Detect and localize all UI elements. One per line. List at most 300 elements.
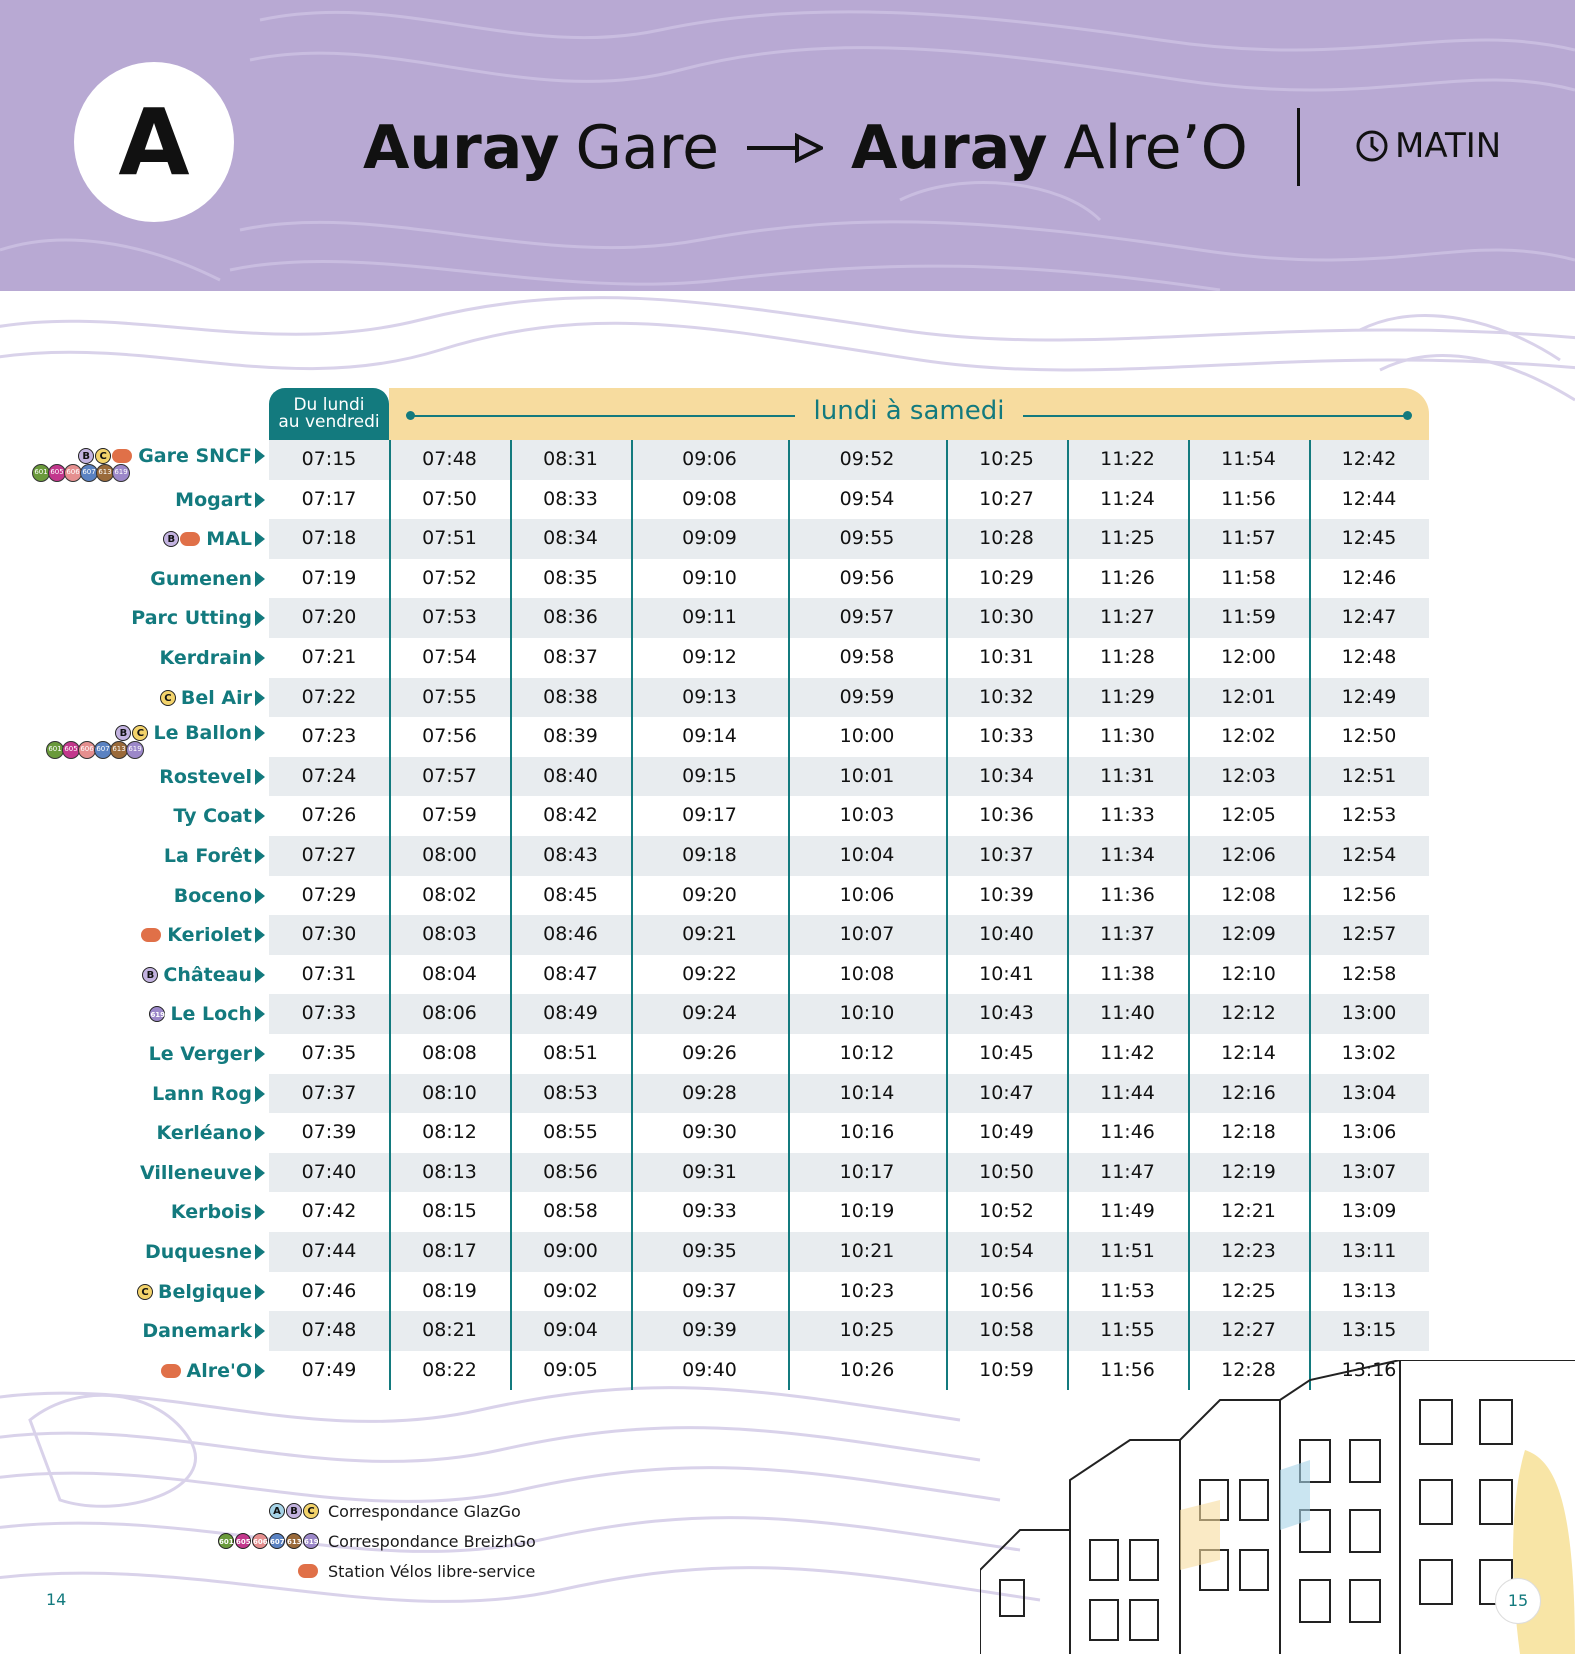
departure-time: 09:52 (839, 448, 895, 470)
departure-time: 12:01 (1221, 685, 1276, 708)
stop-name-row (146, 559, 265, 599)
departure-time: 07:31 (301, 962, 357, 985)
departure-time: 09:56 (839, 566, 895, 589)
departure-time: 12:16 (1221, 1081, 1276, 1104)
glazgo-line-icon: B (163, 531, 179, 547)
departure-time: 09:57 (839, 606, 895, 629)
timetable-row (269, 876, 1429, 916)
departure-time: 11:26 (1100, 566, 1155, 589)
departure-time: 10:26 (839, 1358, 895, 1381)
glazgo-line-icon: B (142, 967, 158, 983)
column-separator (946, 440, 948, 1390)
stop-name-row (170, 876, 265, 916)
stop-marker-icon (255, 1165, 265, 1181)
stop-name-row (167, 1192, 265, 1232)
line-letter: A (118, 88, 190, 196)
departure-time: 09:20 (682, 883, 737, 906)
departure-time: 08:38 (543, 685, 598, 708)
departure-time: 09:10 (682, 566, 737, 589)
clock-icon (1355, 129, 1389, 163)
departure-time: 10:25 (979, 448, 1034, 470)
departure-time: 10:33 (979, 725, 1034, 748)
departure-time: 11:29 (1100, 685, 1155, 708)
departure-time: 08:37 (543, 646, 598, 668)
departure-time: 10:37 (979, 844, 1034, 866)
timetable-row (269, 1232, 1429, 1272)
column-separator (510, 440, 512, 1390)
departure-time: 12:45 (1341, 527, 1397, 550)
stop-name-row (156, 638, 265, 678)
departure-time: 10:45 (979, 1042, 1034, 1064)
departure-time: 12:57 (1341, 923, 1397, 946)
column-separator (389, 440, 391, 1390)
departure-time: 12:44 (1341, 487, 1397, 510)
departure-time: 12:42 (1341, 448, 1397, 470)
glazgo-line-icon: C (132, 725, 148, 741)
departure-time: 11:25 (1100, 527, 1155, 550)
stop-name-row (155, 757, 265, 797)
breizhgo-line-icon: 619 (126, 741, 144, 759)
departure-time: 10:41 (979, 962, 1034, 985)
stop-marker-icon (255, 848, 265, 864)
stop-name: Lann Rog (152, 1082, 252, 1105)
departure-time: 07:39 (301, 1121, 357, 1144)
page-number-right: 15 (1495, 1578, 1541, 1624)
departure-time: 09:21 (682, 923, 737, 946)
period-text: MATIN (1395, 126, 1502, 166)
glazgo-icons (190, 1503, 320, 1519)
departure-time: 08:02 (422, 883, 477, 906)
stop-marker-icon (255, 1046, 265, 1062)
departure-time: 12:18 (1221, 1121, 1276, 1144)
departure-time: 10:34 (979, 764, 1034, 787)
departure-time: 10:00 (839, 725, 895, 748)
stop-connections (141, 928, 163, 942)
timetable-row (269, 598, 1429, 638)
stop-marker-icon (255, 888, 265, 904)
stop-marker-icon (255, 1125, 265, 1141)
departure-time: 08:04 (422, 962, 477, 985)
departure-time: 07:15 (301, 448, 357, 470)
departure-time: 12:06 (1221, 844, 1276, 866)
bike-icon (141, 928, 161, 942)
departure-time: 10:19 (839, 1200, 895, 1223)
stop-name: Parc Utting (131, 607, 252, 630)
column-separator (788, 440, 790, 1390)
destination-bold: Auray (851, 113, 1048, 183)
departure-time: 07:51 (422, 527, 477, 550)
departure-time: 08:42 (543, 804, 598, 827)
departure-time: 07:56 (422, 725, 477, 748)
stop-marker-icon (255, 448, 265, 464)
timetable-row (269, 717, 1429, 757)
title-divider (1297, 108, 1300, 186)
departure-time: 07:48 (422, 448, 477, 470)
departure-time: 10:59 (979, 1358, 1034, 1381)
departure-time: 12:48 (1341, 646, 1397, 668)
stop-name-row (153, 1113, 265, 1153)
rule-dot-right (1403, 411, 1412, 420)
departure-time: 07:54 (422, 646, 477, 668)
departure-time: 08:06 (422, 1002, 477, 1025)
stop-marker-icon (255, 769, 265, 785)
stop-name-row (127, 598, 265, 638)
departure-time: 09:06 (682, 448, 737, 470)
departure-time: 12:50 (1341, 725, 1397, 748)
breizhgo-line-icon: 619 (303, 1533, 319, 1549)
departure-time: 09:26 (682, 1042, 737, 1064)
stop-marker-icon (255, 650, 265, 666)
stop-marker-icon (255, 1086, 265, 1102)
stop-name-row (148, 1074, 265, 1114)
departure-time: 09:18 (682, 844, 737, 866)
departure-time: 11:54 (1221, 448, 1276, 470)
departure-time: 08:31 (543, 448, 598, 470)
departure-time: 11:46 (1100, 1121, 1155, 1144)
stop-name: Belgique (157, 1280, 252, 1303)
departure-time: 13:13 (1341, 1279, 1397, 1302)
weekday-only-header (269, 388, 389, 440)
stop-name-row (163, 519, 265, 559)
departure-time: 08:00 (422, 844, 477, 866)
column-separator (1067, 440, 1069, 1390)
header-band (0, 0, 1575, 291)
departure-time: 07:18 (301, 527, 357, 550)
stop-name: Gare SNCF (138, 445, 252, 467)
bike-station-icon (190, 1564, 320, 1578)
breizhgo-line-icon: 619 (112, 464, 130, 482)
departure-time: 11:34 (1100, 844, 1155, 866)
stop-name-row (141, 915, 265, 955)
departure-time: 11:38 (1100, 962, 1155, 985)
mon-sat-label: lundi à samedi (813, 396, 1005, 426)
timetable-row (269, 1074, 1429, 1114)
departure-time: 12:19 (1221, 1160, 1276, 1183)
stop-name: Kerbois (170, 1201, 252, 1224)
stop-marker-icon (255, 492, 265, 508)
departure-time: 10:12 (839, 1042, 895, 1064)
departure-time: 08:17 (422, 1240, 477, 1262)
departure-time: 09:05 (543, 1358, 598, 1381)
departure-time: 09:30 (682, 1121, 737, 1144)
departure-time: 09:24 (682, 1002, 737, 1025)
glazgo-line-icon: B (78, 448, 94, 464)
departure-time: 12:03 (1221, 764, 1276, 787)
breizhgo-line-icon: 613 (110, 741, 128, 759)
timetable-row (269, 994, 1429, 1034)
stop-connections (78, 448, 134, 464)
departure-time: 10:30 (979, 606, 1034, 629)
departure-time: 11:27 (1100, 606, 1155, 629)
departure-time: 11:30 (1100, 725, 1155, 748)
glazgo-line-icon: B (286, 1503, 302, 1519)
stop-name-row (160, 678, 265, 718)
departure-time: 11:22 (1100, 448, 1155, 470)
legend-glazgo (190, 1496, 521, 1526)
departure-time: 10:14 (839, 1081, 895, 1104)
departure-time: 08:03 (422, 923, 477, 946)
departure-time: 08:51 (543, 1042, 598, 1064)
rule-left (411, 415, 795, 417)
departure-time: 07:24 (301, 764, 357, 787)
stop-name: Alre'O (186, 1359, 252, 1382)
stop-connections (149, 1006, 166, 1022)
departure-time: 09:12 (682, 646, 737, 668)
breizhgo-line-icon: 619 (149, 1006, 165, 1022)
breizhgo-icons (190, 1533, 320, 1549)
departure-time: 12:58 (1341, 962, 1397, 985)
departure-time: 10:06 (839, 883, 895, 906)
departure-time: 07:21 (301, 646, 357, 668)
timetable-row (269, 796, 1429, 836)
departure-time: 13:07 (1341, 1160, 1397, 1183)
departure-time: 07:49 (301, 1358, 357, 1381)
departure-time: 10:03 (839, 804, 895, 827)
departure-time: 13:00 (1341, 1002, 1397, 1025)
glazgo-line-icon: B (115, 725, 131, 741)
stop-name: Ty Coat (173, 805, 252, 828)
departure-time: 07:26 (301, 804, 357, 827)
departure-time: 12:47 (1341, 606, 1397, 629)
departure-time: 09:54 (839, 487, 895, 510)
departure-time: 12:02 (1221, 725, 1276, 748)
departure-time: 09:59 (839, 685, 895, 708)
departure-time: 12:53 (1341, 804, 1397, 827)
departure-time: 13:11 (1341, 1240, 1397, 1262)
departure-time: 12:51 (1341, 764, 1397, 787)
stop-name: Le Loch (170, 1003, 252, 1026)
departure-time: 12:49 (1341, 685, 1397, 708)
departure-time: 10:36 (979, 804, 1034, 827)
departure-time: 11:31 (1100, 764, 1155, 787)
weekday-only-line1: Du lundi (293, 395, 365, 415)
departure-time: 11:40 (1100, 1002, 1155, 1025)
stop-name-row (136, 1153, 265, 1193)
departure-time: 13:04 (1341, 1081, 1397, 1104)
column-separator (1309, 440, 1311, 1390)
departure-time: 10:39 (979, 883, 1034, 906)
departure-time: 08:45 (543, 883, 598, 906)
stop-name: Gumenen (150, 567, 252, 590)
departure-time: 12:08 (1221, 883, 1276, 906)
departure-time: 07:42 (301, 1200, 357, 1223)
destination-rest: Alre’O (1063, 113, 1248, 183)
departure-time: 10:50 (979, 1160, 1034, 1183)
bike-icon (161, 1364, 181, 1378)
stop-name: La Forêt (163, 845, 252, 867)
breizhgo-line-icon: 607 (269, 1533, 285, 1549)
stop-connections (115, 725, 149, 741)
breizhgo-line-icon: 606 (78, 741, 96, 759)
departure-time: 08:40 (543, 764, 598, 787)
departure-time: 07:52 (422, 566, 477, 589)
departure-time: 10:47 (979, 1081, 1034, 1104)
departure-time: 12:23 (1221, 1240, 1276, 1262)
departure-time: 10:10 (839, 1002, 895, 1025)
timetable-row (269, 440, 1429, 480)
origin-bold: Auray (363, 113, 560, 183)
departure-time: 11:28 (1100, 646, 1155, 668)
departure-time: 12:27 (1221, 1319, 1276, 1342)
departure-time: 10:54 (979, 1240, 1034, 1262)
legend-glazgo-label: Correspondance GlazGo (328, 1501, 521, 1521)
departure-time: 07:35 (301, 1042, 357, 1064)
departure-time: 07:27 (301, 844, 357, 866)
departure-time: 12:10 (1221, 962, 1276, 985)
stop-name: Le Ballon (153, 722, 252, 745)
arrow-right-icon (747, 133, 823, 163)
breizhgo-line-icon: 607 (94, 741, 112, 759)
departure-time: 11:51 (1100, 1240, 1155, 1262)
breizhgo-line-icon: 601 (32, 464, 50, 482)
timetable-row (269, 519, 1429, 559)
departure-time: 10:40 (979, 923, 1034, 946)
departure-time: 13:06 (1341, 1121, 1397, 1144)
stop-name: MAL (206, 528, 252, 551)
departure-time: 10:32 (979, 685, 1034, 708)
departure-time: 12:05 (1221, 804, 1276, 827)
route-title (363, 108, 1248, 188)
departure-time: 10:31 (979, 646, 1034, 668)
stop-connections (160, 690, 177, 706)
stop-name: Kerléano (156, 1122, 252, 1145)
rule-right (1023, 415, 1407, 417)
departure-time: 10:07 (839, 923, 895, 946)
stop-marker-icon (255, 967, 265, 983)
departure-time: 09:31 (682, 1160, 737, 1183)
departure-time: 09:00 (543, 1240, 598, 1262)
timetable-row (269, 1153, 1429, 1193)
departure-time: 09:15 (682, 764, 737, 787)
timetable-row (269, 638, 1429, 678)
legend-bike (190, 1556, 535, 1586)
departure-time: 12:09 (1221, 923, 1276, 946)
departure-time: 09:39 (682, 1319, 737, 1342)
departure-time: 07:37 (301, 1081, 357, 1104)
departure-time: 10:28 (979, 527, 1034, 550)
departure-time: 07:22 (301, 685, 357, 708)
departure-time: 07:59 (422, 804, 477, 827)
departure-time: 11:37 (1100, 923, 1155, 946)
departure-time: 09:22 (682, 962, 737, 985)
departure-time: 09:37 (682, 1279, 737, 1302)
departure-time: 07:40 (301, 1160, 357, 1183)
stop-name-row (160, 836, 265, 876)
departure-time: 08:46 (543, 923, 598, 946)
departure-time: 09:17 (682, 804, 737, 827)
departure-time: 09:14 (682, 725, 737, 748)
departure-time: 09:09 (682, 527, 737, 550)
departure-time: 07:19 (301, 566, 357, 589)
departure-time: 09:58 (839, 646, 895, 668)
bike-icon (112, 449, 132, 463)
legend-breizhgo-label: Correspondance BreizhGo (328, 1531, 536, 1551)
departure-time: 07:17 (301, 487, 357, 510)
stop-name: Danemark (142, 1320, 252, 1343)
departure-time: 10:21 (839, 1240, 895, 1262)
departure-time: 13:16 (1341, 1358, 1397, 1381)
departure-time: 10:43 (979, 1002, 1034, 1025)
departure-time: 07:55 (422, 685, 477, 708)
timetable-row (269, 915, 1429, 955)
timetable-row (269, 1034, 1429, 1074)
departure-time: 13:09 (1341, 1200, 1397, 1223)
breizhgo-line-icon: 606 (252, 1533, 268, 1549)
departure-time: 09:11 (682, 606, 737, 629)
stop-name: Villeneuve (139, 1161, 252, 1184)
stop-name-row (141, 1232, 265, 1272)
departure-time: 11:57 (1221, 527, 1276, 550)
departure-time: 08:33 (543, 487, 598, 510)
departure-time: 13:02 (1341, 1042, 1397, 1064)
breizhgo-line-icon: 605 (48, 464, 66, 482)
legend-breizhgo (190, 1526, 536, 1556)
timetable-row (269, 559, 1429, 599)
departure-time: 07:29 (301, 883, 357, 906)
period-label (1355, 126, 1501, 166)
stop-connections (142, 967, 159, 983)
breizhgo-line-icon: 613 (286, 1533, 302, 1549)
departure-time: 09:33 (682, 1200, 737, 1223)
stop-connections (137, 1284, 154, 1300)
departure-time: 12:00 (1221, 646, 1276, 668)
line-badge (74, 62, 234, 222)
departure-time: 08:56 (543, 1160, 598, 1183)
timetable-row (269, 1192, 1429, 1232)
departure-time: 13:15 (1341, 1319, 1397, 1342)
stop-connections (161, 1364, 183, 1378)
stop-name: Mogart (175, 488, 252, 511)
stop-marker-icon (255, 927, 265, 943)
stop-marker-icon (255, 610, 265, 626)
breizhgo-line-icon: 605 (62, 741, 80, 759)
town-illustration (980, 1360, 1575, 1654)
breizhgo-line-icon: 613 (96, 464, 114, 482)
departure-time: 11:55 (1100, 1319, 1155, 1342)
departure-time: 12:54 (1341, 844, 1397, 866)
glazgo-line-icon: C (160, 690, 176, 706)
breizhgo-line-icon: 607 (80, 464, 98, 482)
timetable-row (269, 955, 1429, 995)
departure-time: 08:22 (422, 1358, 477, 1381)
departure-time: 12:28 (1221, 1358, 1276, 1381)
departure-time: 09:08 (682, 487, 737, 510)
departure-time: 08:12 (422, 1121, 477, 1144)
stop-name-row (171, 480, 265, 520)
departure-time: 08:36 (543, 606, 598, 629)
departure-time: 12:25 (1221, 1279, 1276, 1302)
stop-name: Château (163, 963, 252, 986)
departure-time: 12:56 (1341, 883, 1397, 906)
departure-time: 11:59 (1221, 606, 1276, 629)
origin-rest: Gare (575, 113, 720, 183)
stop-connections (163, 531, 202, 547)
stop-marker-icon (255, 1363, 265, 1379)
column-separator (1188, 440, 1190, 1390)
departure-time: 12:14 (1221, 1042, 1276, 1064)
departure-time: 10:08 (839, 962, 895, 985)
departure-time: 08:15 (422, 1200, 477, 1223)
departure-time: 11:56 (1100, 1358, 1155, 1381)
departure-time: 07:48 (301, 1319, 357, 1342)
departure-time: 08:34 (543, 527, 598, 550)
departure-time: 07:44 (301, 1240, 357, 1262)
stop-marker-icon (255, 571, 265, 587)
departure-time: 08:19 (422, 1279, 477, 1302)
stop-name: Boceno (173, 884, 252, 907)
departure-time: 10:52 (979, 1200, 1034, 1223)
stop-marker-icon (255, 531, 265, 547)
